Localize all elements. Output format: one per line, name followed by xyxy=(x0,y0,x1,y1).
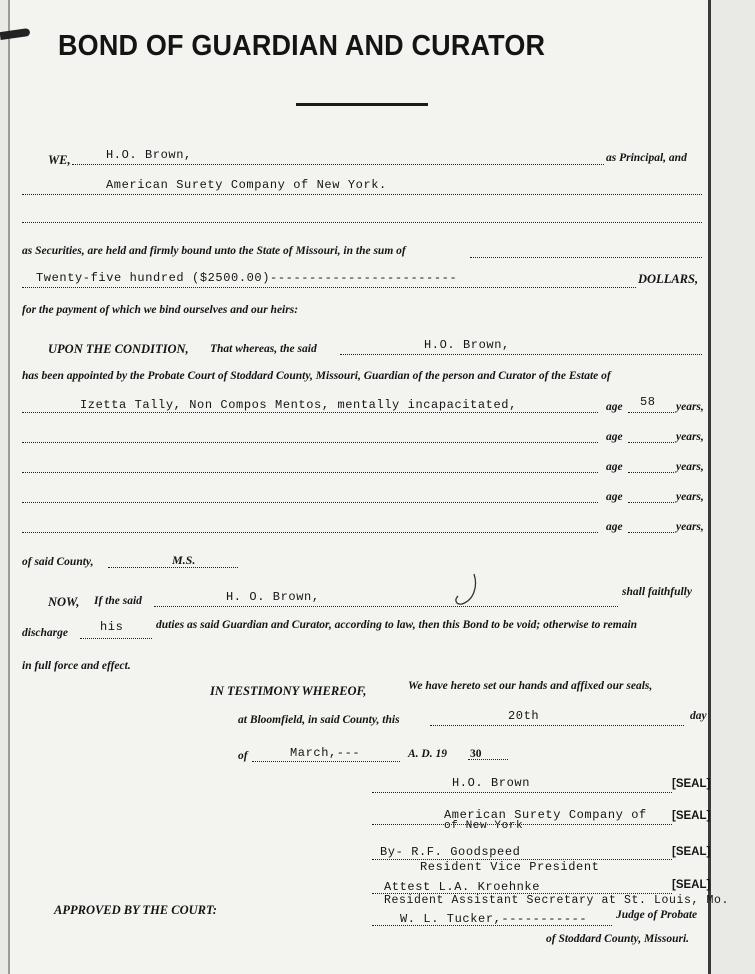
discharge-label: discharge xyxy=(22,627,68,639)
ward-years-label-4: years, xyxy=(676,491,704,503)
testimony-label: IN TESTIMONY WHEREOF, xyxy=(210,684,367,698)
paper-left-edge xyxy=(8,0,10,974)
condition-text: That whereas, the said xyxy=(210,343,317,355)
principal-line xyxy=(72,164,604,165)
month-line xyxy=(252,761,400,762)
now-label: NOW, xyxy=(48,595,80,609)
surety-sig-line1: American Surety Company of xyxy=(444,808,647,822)
ward-line-3 xyxy=(22,472,598,473)
judge-title: Judge of Probate xyxy=(616,909,698,921)
county-value: M.S. xyxy=(172,553,196,567)
now-line xyxy=(154,606,618,607)
payment-text: for the payment of which we bind ourselves and our heirs: xyxy=(22,304,299,316)
ward-line-2 xyxy=(22,442,598,443)
ward-age-line-1 xyxy=(628,412,674,413)
ward-years-label-2: years, xyxy=(676,431,704,443)
county-label: of said County, xyxy=(22,556,94,568)
surety-sig-line2: of New York xyxy=(444,820,524,832)
title-rule xyxy=(296,103,428,106)
pen-flourish xyxy=(452,572,482,608)
testimony-text: We have hereto set our hands and affixed our seals, xyxy=(408,680,653,692)
paper-sheet xyxy=(10,0,710,974)
day-label: day xyxy=(690,710,707,722)
seal-1: [SEAL] xyxy=(672,778,711,790)
discharge-text: duties as said Guardian and Curator, according to law, then this Bond to be void; otherwise to remain xyxy=(156,619,638,631)
full-force-text: in full force and effect. xyxy=(22,660,131,672)
ward-line-5 xyxy=(22,532,598,533)
we-label: WE, xyxy=(48,153,71,167)
ward-age-line-2 xyxy=(628,442,674,443)
surety-line-2 xyxy=(22,222,702,223)
condition-line xyxy=(340,354,702,355)
discharge-line xyxy=(80,638,152,639)
ward-age-label-1: age xyxy=(606,401,623,413)
ward-years-label-5: years, xyxy=(676,521,704,533)
ward-age-label-3: age xyxy=(606,461,623,473)
condition-label: UPON THE CONDITION, xyxy=(48,342,189,356)
seal-2: [SEAL] xyxy=(672,810,711,822)
condition-name: H.O. Brown, xyxy=(424,338,510,352)
seal-4: [SEAL] xyxy=(672,879,711,891)
appointment-text: has been appointed by the Probate Court of Stoddard County, Missouri, Guardian of the person and Curator of the Estate of xyxy=(22,370,611,382)
principal-signature: H.O. Brown xyxy=(452,776,531,790)
shall-faithfully: shall faithfully xyxy=(622,586,692,598)
securities-text: as Securities, are held and firmly bound unto the State of Missouri, in the sum of xyxy=(22,245,406,257)
ward-years-label-3: years, xyxy=(676,461,704,473)
seal-3: [SEAL] xyxy=(672,846,711,858)
by-signature: By- R.F. Goodspeed xyxy=(380,845,521,859)
ward-years-label-1: years, xyxy=(676,401,704,413)
attest-signature: Attest L.A. Kroehnke xyxy=(384,880,541,894)
ward-age-label-2: age xyxy=(606,431,623,443)
dollars-label: DOLLARS, xyxy=(638,272,699,286)
month-value: March,--- xyxy=(290,746,361,760)
now-text: If the said xyxy=(94,595,142,607)
by-title: Resident Vice President xyxy=(420,860,600,874)
ward-age-1: 58 xyxy=(640,395,656,409)
ward-age-line-3 xyxy=(628,472,674,473)
principal-name: H.O. Brown, xyxy=(106,148,192,162)
paper-right-edge xyxy=(708,0,711,974)
ward-name-1: Izetta Tally, Non Compos Mentos, mentally incapacitated, xyxy=(80,398,517,412)
judge-signature: W. L. Tucker,----------- xyxy=(400,912,588,926)
day-value: 20th xyxy=(508,709,540,723)
day-line xyxy=(430,725,684,726)
year-label: A. D. 19 xyxy=(408,748,447,760)
now-name: H. O. Brown, xyxy=(226,590,320,604)
sum-line xyxy=(22,287,636,288)
ward-line-1 xyxy=(22,412,598,413)
ward-age-label-4: age xyxy=(606,491,623,503)
principal-sig-line xyxy=(372,792,672,793)
ward-line-4 xyxy=(22,502,598,503)
discharge-pronoun: his xyxy=(100,620,124,634)
surety-line xyxy=(22,194,702,195)
surety-name: American Surety Company of New York. xyxy=(106,178,387,192)
document-title: BOND OF GUARDIAN AND CURATOR xyxy=(58,30,546,62)
ward-age-line-4 xyxy=(628,502,674,503)
place-text: at Bloomfield, in said County, this xyxy=(238,714,400,726)
sum-amount: Twenty-five hundred ($2500.00)------------------------ xyxy=(36,271,458,285)
securities-line xyxy=(470,257,702,258)
ward-age-line-5 xyxy=(628,532,674,533)
attest-title: Resident Assistant Secretary at St. Louis, Mo. xyxy=(384,894,730,907)
county-title: of Stoddard County, Missouri. xyxy=(546,933,690,945)
as-principal-label: as Principal, and xyxy=(606,152,687,164)
of-label: of xyxy=(238,750,248,762)
year-value: 30 xyxy=(470,748,482,760)
approved-label: APPROVED BY THE COURT: xyxy=(54,903,217,917)
ward-age-label-5: age xyxy=(606,521,623,533)
